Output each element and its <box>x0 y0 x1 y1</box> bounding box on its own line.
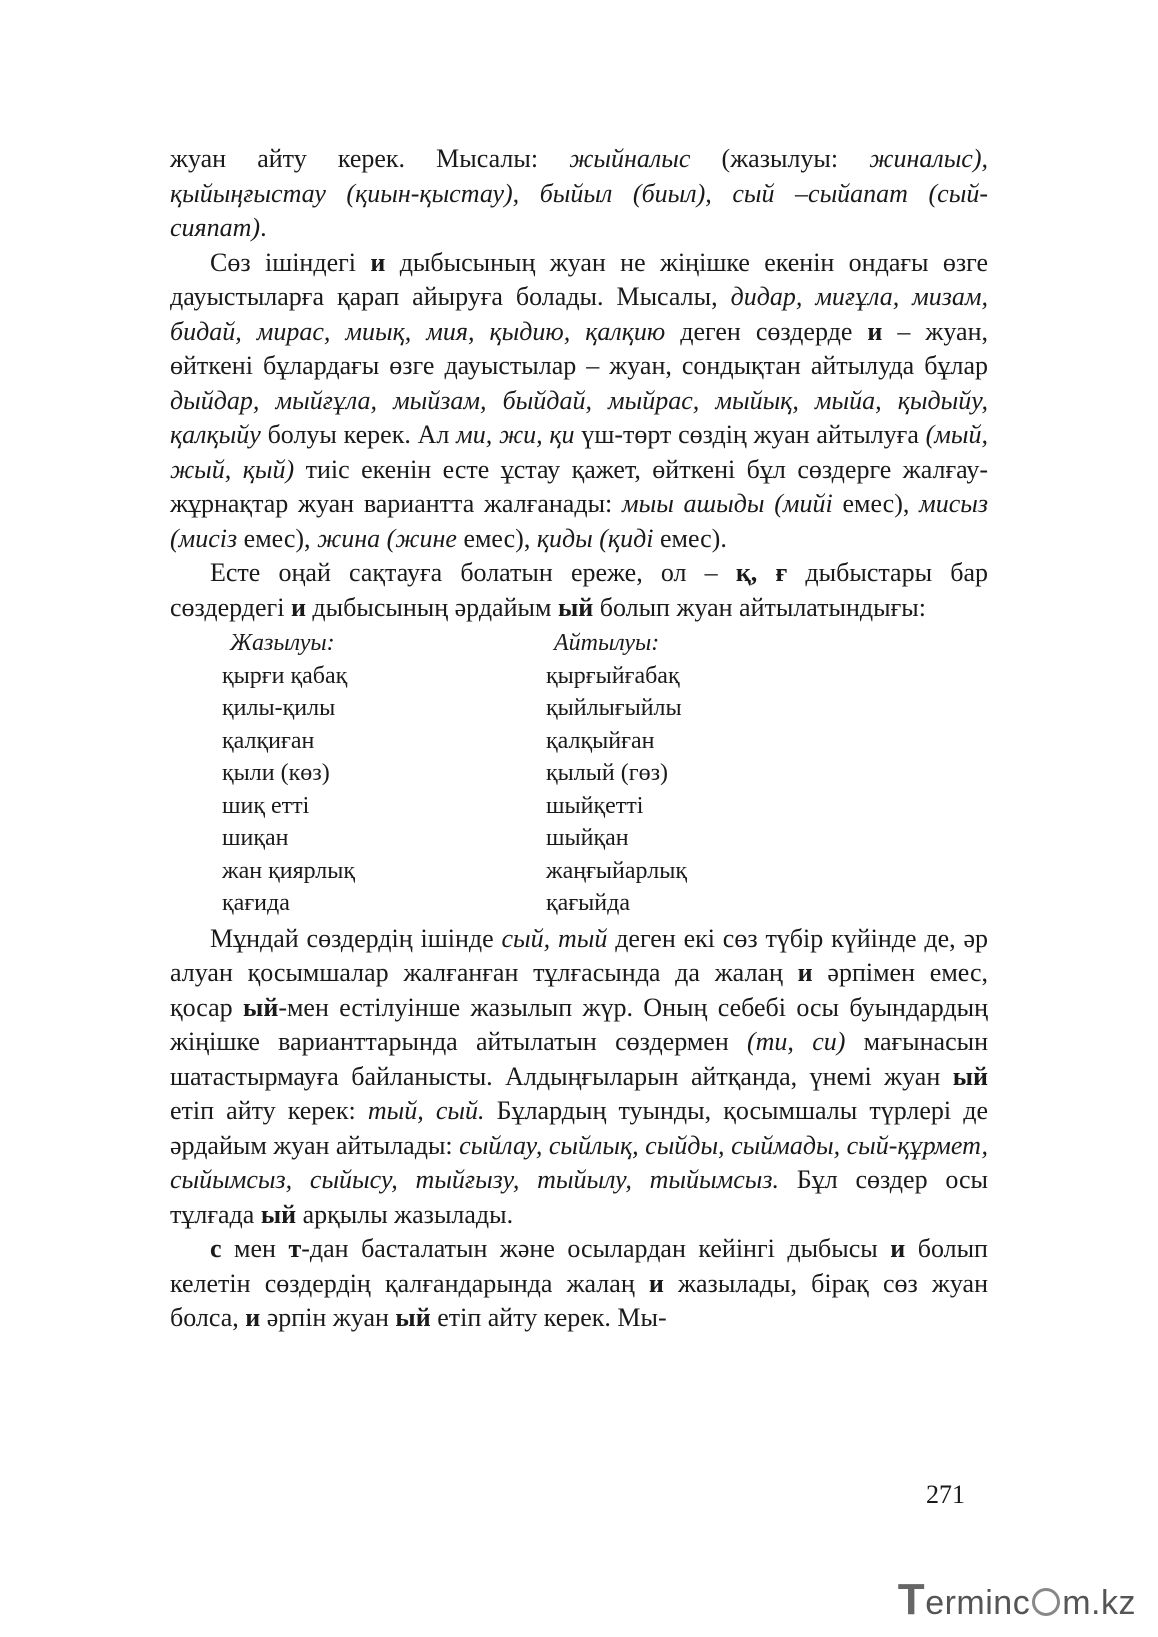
paragraph-3: Есте оңай сақтауға болатын ереже, ол – қ, ғ дыбыстары бар сөздердегі и дыбысының әрдайым ый болып жуан айтылатындығы: <box>170 558 988 622</box>
table-header-written: Жазылуы: <box>230 630 335 656</box>
page-body <box>170 142 988 1336</box>
table-cell-written: қырғи қабақ <box>222 662 348 689</box>
paragraph-2: Сөз ішіндегі и дыбысының жуан не жіңішке екенін ондағы өзге дауыстыларға қарап айыруға болады. Мысалы, дидар, миғұла, мизам, бидай, мирас, миық, мия, қыдию, қалқию деген сөздерде и – жуан, өйткені бұлардағы өзге дауыстылар – жуан, сондықтан айтылуда бұлар дыйдар, мыйғұла, мыйзам, быйдай, мыйрас, мыйық, мыйа, қыдыйу, қалқыйу болуы керек. Ал ми, жи, қи үш-төрт сөздің жуан айтылуға (мый, жый, қый) тиіс екенін есте ұстау қажет, өйткені бұл сөздерге жалғау-жұрнақтар жуан вариантта жалғанады: мыы ашыды (мийі емес), мисыз (мисіз емес), жина (жине емес), қиды (қиді емес). <box>170 247 988 553</box>
pronunciation-table <box>222 627 988 920</box>
table-cell-written: қағида <box>222 890 290 916</box>
table-cell-spoken: қылый (гөз) <box>546 760 669 786</box>
table-cell-written: қыли (көз) <box>222 760 330 786</box>
table-cell-written: жан қиярлық <box>222 857 356 884</box>
table-cell-spoken: қыйлығыйлы <box>546 695 682 721</box>
table-header-spoken: Айтылуы: <box>554 630 660 656</box>
site-watermark: Terminc m.kz <box>897 1575 1136 1624</box>
paragraph-1: жуан айту керек. Мысалы: жыйналыс (жазылуы: жиналыс), қыйыңғыстау (қиын-қыстау), быйыл (биыл), сый –сыйапат (сый-сияпат). <box>170 144 989 242</box>
page-number: 271 <box>926 1480 965 1509</box>
paragraph-4: Мұндай сөздердің ішінде сый, тый деген екі сөз түбір күйінде де, әр алуан қосымшалар жалғанған тұлғасында да жалаң и әрпімен емес, қосар ый-мен естілуінше жазылып жүр. Оның себебі осы буындардың жіңішке варианттарында айтылатын сөздермен (ти, си) мағынасын шатастырмауға байланысты. Алдыңғыларын айтқанда, үнемі жуан ый етіп айту керек: тый, сый. Бұлардың туынды, қосымшалы түрлері де әрдайым жуан айтылады: сыйлау, сыйлық, сыйды, сыймады, сый-құрмет, сыйымсыз, сыйысу, тыйғызу, тыйылу, тыйымсыз. Бұл сөздер осы тұлғада ый арқылы жазылады. <box>170 923 989 1229</box>
table-cell-written: шиқ етті <box>222 792 310 819</box>
table-cell-written: шиқан <box>222 825 289 851</box>
table-cell-spoken: шыйқан <box>546 825 629 851</box>
table-cell-written: қалқиған <box>222 727 315 754</box>
table-cell-spoken: қалқыйған <box>546 727 655 754</box>
magnifier-icon <box>1032 1588 1060 1616</box>
table-cell-spoken: жаңғыйарлық <box>546 857 687 884</box>
paragraph-5: с мен т-дан басталатын және осылардан кейінгі дыбысы и болып келетін сөздердің қалғандарында жалаң и жазылады, бірақ сөз жуан болса, и әрпін жуан ый етіп айту керек. Мы- <box>170 1234 989 1332</box>
table-cell-spoken: шыйқетті <box>546 792 644 819</box>
table-cell-spoken: қағыйда <box>546 890 630 916</box>
table-cell-written: қилы-қилы <box>222 695 336 721</box>
table-cell-spoken: қырғыйғабақ <box>546 662 680 689</box>
